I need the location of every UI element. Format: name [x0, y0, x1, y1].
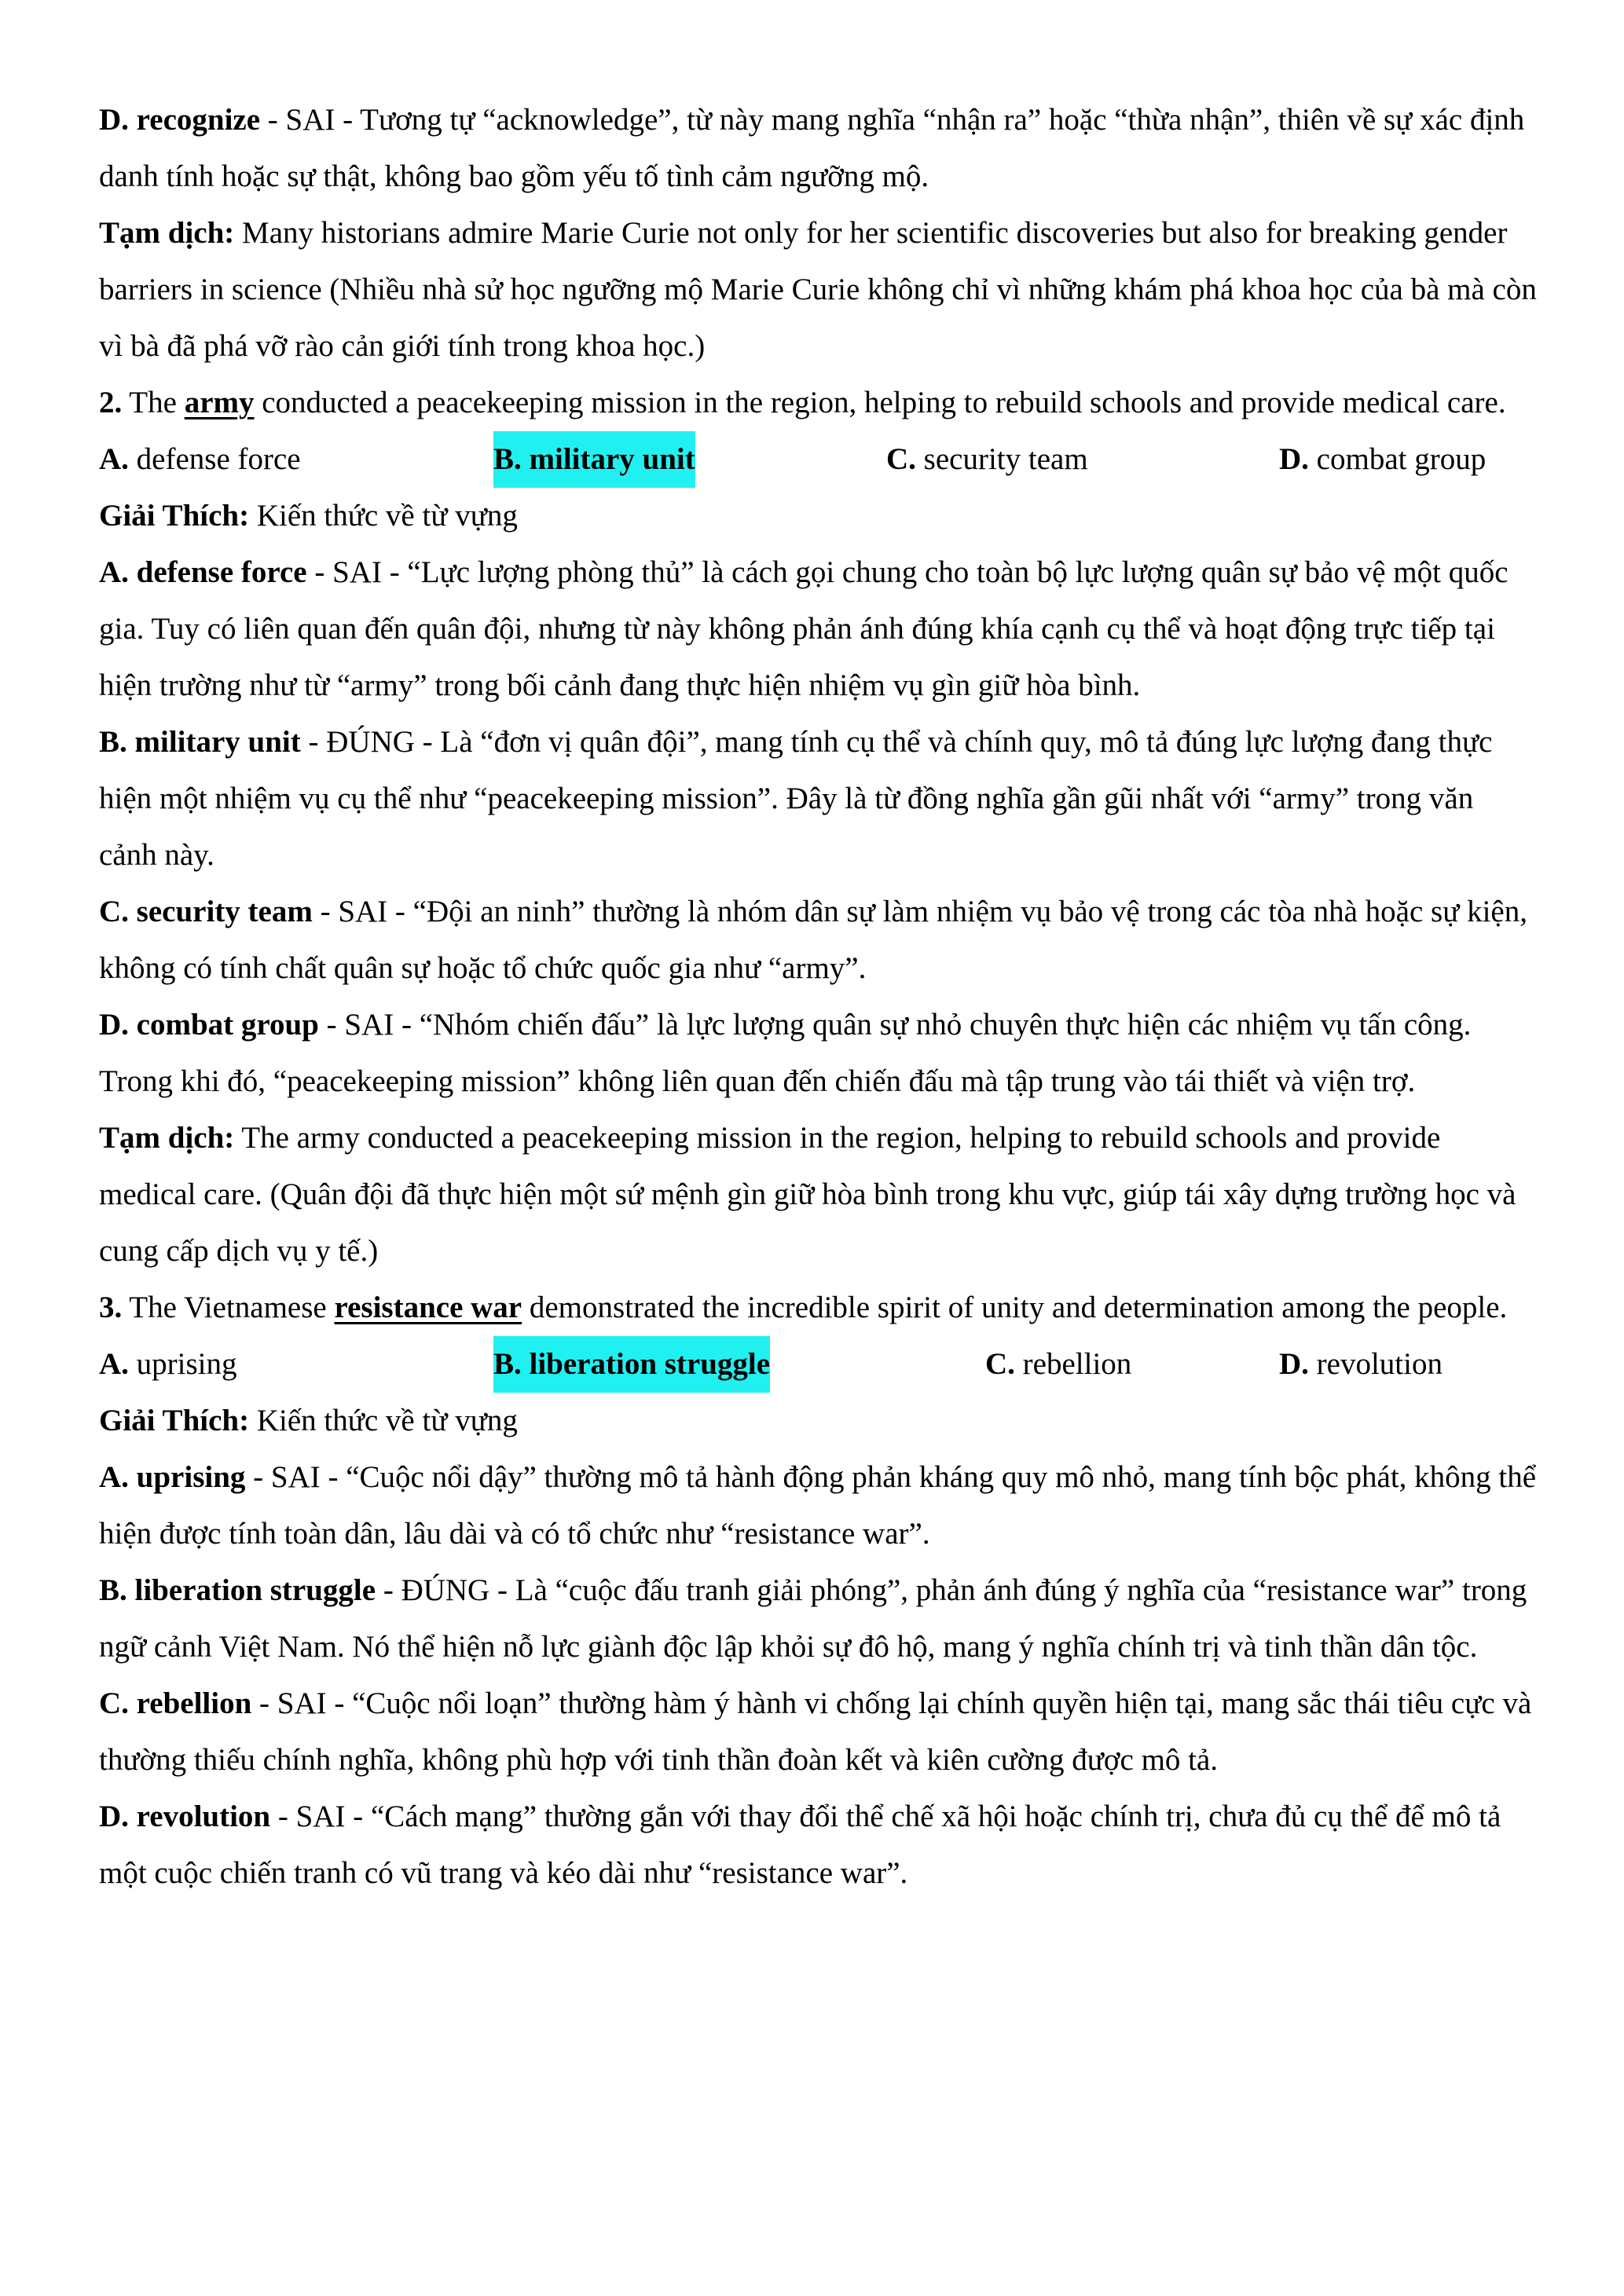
analysis-text: - SAI - “Cách mạng” thường gắn với thay đổi thể chế xã hội hoặc chính trị, chưa đủ cụ thể để mô tả một cuộc chiến tranh có vũ trang và kéo dài như “resistance war”.: [99, 1800, 1501, 1890]
option-d: [1279, 431, 1486, 488]
option-letter: C.: [985, 1347, 1015, 1381]
translation-label: Tạm dịch:: [99, 216, 235, 250]
question-2-analysis-d: [99, 997, 1537, 1110]
question-3-analysis-b: [99, 1562, 1537, 1675]
option-a: [99, 1336, 237, 1393]
question-3-analysis-c: [99, 1675, 1537, 1789]
option-label: D. combat group: [99, 1008, 319, 1042]
stem-text: The Vietnamese: [122, 1291, 335, 1324]
question-3-analysis-d: [99, 1789, 1537, 1902]
option-letter: D.: [1279, 1347, 1309, 1381]
question-2-translation: [99, 1110, 1537, 1280]
option-a: [99, 431, 301, 488]
document-body: [99, 92, 1537, 1902]
option-label: A. defense force: [99, 555, 307, 589]
stem-text: The: [122, 386, 185, 419]
option-text: military unit: [521, 442, 695, 476]
option-letter: C.: [886, 442, 916, 476]
option-letter: B.: [493, 1347, 522, 1381]
option-label: C. security team: [99, 895, 313, 928]
question-number: 2.: [99, 386, 123, 419]
question-3-analysis-a: [99, 1449, 1537, 1562]
question-3-options: [99, 1336, 1537, 1393]
question-2-analysis-b: [99, 714, 1537, 884]
explanation-label: Giải Thích:: [99, 1404, 250, 1437]
analysis-text: - ĐÚNG - Là “đơn vị quân đội”, mang tính cụ thể và chính quy, mô tả đúng lực lượng đang thực hiện một nhiệm vụ cụ thể như “peacekeeping mission”. Đây là từ đồng nghĩa gần gũi nhất với “army” trong văn cảnh này.: [99, 725, 1493, 872]
question-2-analysis-a: [99, 544, 1537, 714]
intro-d-recognize: [99, 92, 1537, 205]
option-letter: B.: [493, 442, 522, 476]
explanation-topic: Kiến thức về từ vựng: [249, 1404, 518, 1437]
analysis-text: - SAI - “Cuộc nổi dậy” thường mô tả hành động phản kháng quy mô nhỏ, mang tính bộc phát, không thể hiện được tính toàn dân, lâu dài và có tổ chức như “resistance war”.: [99, 1460, 1537, 1551]
translation-label: Tạm dịch:: [99, 1121, 235, 1155]
explanation-topic: Kiến thức về từ vựng: [249, 499, 518, 533]
translation-text: The army conducted a peacekeeping mission in the region, helping to rebuild schools and provide medical care. (Quân đội đã thực hiện một sứ mệnh gìn giữ hòa bình trong khu vực, giúp tái xây dựng trường học và cung cấp dịch vụ y tế.): [99, 1121, 1516, 1268]
option-text: liberation struggle: [521, 1347, 771, 1381]
option-label: D. recognize: [99, 103, 261, 137]
stem-text: conducted a peacekeeping mission in the region, helping to rebuild schools and provide medical care.: [254, 386, 1506, 419]
option-letter: D.: [1279, 442, 1309, 476]
option-label: C. rebellion: [99, 1686, 252, 1720]
option-letter: A.: [99, 442, 129, 476]
explanation-label: Giải Thích:: [99, 499, 250, 533]
question-2-options: [99, 431, 1537, 488]
option-text: rebellion: [1014, 1347, 1132, 1381]
question-2-analysis-c: [99, 884, 1537, 997]
question-2-stem: [99, 375, 1537, 431]
option-text: uprising: [128, 1347, 237, 1381]
option-b-correct-highlight: [493, 431, 695, 488]
option-text: combat group: [1308, 442, 1487, 476]
analysis-text: - SAI - “Đội an ninh” thường là nhóm dân sự làm nhiệm vụ bảo vệ trong các tòa nhà hoặc sự kiện, không có tính chất quân sự hoặc tổ chức quốc gia như “army”.: [99, 895, 1527, 985]
question-number: 3.: [99, 1291, 123, 1324]
option-text: security team: [915, 442, 1088, 476]
option-d: [1279, 1336, 1443, 1393]
stem-text: demonstrated the incredible spirit of unity and determination among the people.: [522, 1291, 1508, 1324]
option-label: A. uprising: [99, 1460, 246, 1494]
option-label: B. liberation struggle: [99, 1573, 376, 1607]
analysis-text: - SAI - “Lực lượng phòng thủ” là cách gọi chung cho toàn bộ lực lượng quân sự bảo vệ một quốc gia. Tuy có liên quan đến quân đội, nhưng từ này không phản ánh đúng khía cạnh cụ thể và hoạt động trực tiếp tại hiện trường như từ “army” trong bối cảnh đang thực hiện nhiệm vụ gìn giữ hòa bình.: [99, 555, 1509, 702]
explanation-text: - SAI - Tương tự “acknowledge”, từ này mang nghĩa “nhận ra” hoặc “thừa nhận”, thiên về sự xác định danh tính hoặc sự thật, không bao gồm yếu tố tình cảm ngưỡng mộ.: [99, 103, 1525, 193]
question-keyword: army: [184, 386, 255, 419]
option-text: revolution: [1308, 1347, 1443, 1381]
question-2-explanation-heading: [99, 488, 1537, 544]
analysis-text: - SAI - “Cuộc nổi loạn” thường hàm ý hành vi chống lại chính quyền hiện tại, mang sắc thái tiêu cực và thường thiếu chính nghĩa, không phù hợp với tinh thần đoàn kết và kiên cường được mô tả.: [99, 1686, 1532, 1777]
translation-text: Many historians admire Marie Curie not only for her scientific discoveries but also for breaking gender barriers in science (Nhiều nhà sử học ngưỡng mộ Marie Curie không chỉ vì những khám phá khoa học của bà mà còn vì bà đã phá vỡ rào cản giới tính trong khoa học.): [99, 216, 1537, 363]
analysis-text: - ĐÚNG - Là “cuộc đấu tranh giải phóng”, phản ánh đúng ý nghĩa của “resistance war” trong ngữ cảnh Việt Nam. Nó thể hiện nỗ lực giành độc lập khỏi sự đô hộ, mang ý nghĩa chính trị và tinh thần dân tộc.: [99, 1573, 1527, 1664]
question-3-stem: [99, 1280, 1537, 1336]
question-3-explanation-heading: [99, 1393, 1537, 1449]
intro-translation: [99, 205, 1537, 375]
option-label: D. revolution: [99, 1800, 271, 1833]
option-label: B. military unit: [99, 725, 301, 759]
analysis-text: - SAI - “Nhóm chiến đấu” là lực lượng quân sự nhỏ chuyên thực hiện các nhiệm vụ tấn công. Trong khi đó, “peacekeeping mission” không liên quan đến chiến đấu mà tập trung vào tái thiết và viện trợ.: [99, 1008, 1472, 1098]
question-keyword: resistance war: [334, 1291, 522, 1324]
option-c: [985, 1336, 1131, 1393]
option-b-correct-highlight: [493, 1336, 770, 1393]
option-text: defense force: [128, 442, 301, 476]
option-c: [886, 431, 1088, 488]
option-letter: A.: [99, 1347, 129, 1381]
